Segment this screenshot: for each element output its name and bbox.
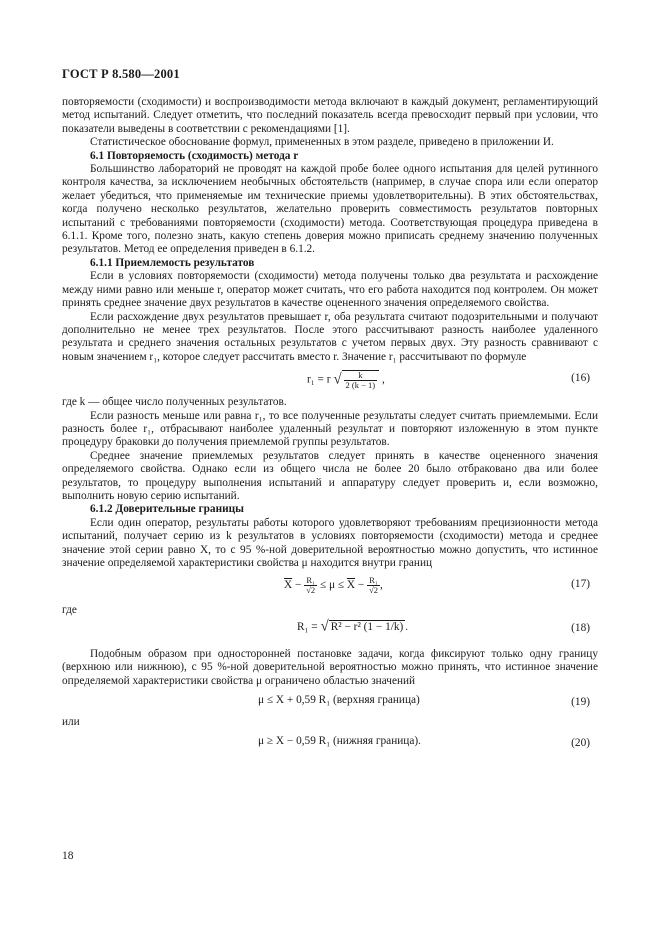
equation-number: (18) — [571, 621, 590, 634]
equation-number: (17) — [571, 578, 590, 591]
paragraph: Если один оператор, результаты работы которого удовлетворяют требованиям прецизионности метода испытаний, получает серию из k результатов в условиях повторяемости (сходимости) метода и среднее значение этой серии равно X, то с 95 %-ной доверительной вероятностью можно допустить, что истинное значение определяемой характеристики свойства μ находится внутри границ — [62, 516, 598, 569]
eq18-tail: . — [405, 620, 409, 633]
equation-number: (19) — [571, 696, 590, 709]
page-body — [62, 96, 598, 757]
eq16-tail: , — [381, 373, 385, 386]
equation-number: (16) — [571, 372, 590, 385]
eq17-denominator: √2 — [306, 585, 316, 596]
eq20-body: μ ≥ X − 0,59 R₁ (нижняя граница). — [258, 735, 421, 748]
eq16-numerator: k — [344, 371, 378, 381]
eq17-xbar-2: $\overline{X}$ — [346, 579, 356, 592]
section-heading-6-1-1: 6.1.1 Приемлемость результатов — [90, 256, 255, 269]
page-number: 18 — [62, 850, 74, 862]
paragraph: Статистическое обоснование формул, примененных в этом разделе, приведено в приложении И. — [90, 136, 554, 149]
eq17-tail: , — [380, 579, 383, 592]
equation-16 — [62, 364, 598, 396]
eq17-sign: − — [357, 579, 365, 592]
paragraph: Большинство лабораторий не проводят на каждой пробе более одного испытания для целей рутинного контроля качества, за исключением необычных обстоятельств (например, в случае спора или если оператор желает убедиться, что применяемые им технические приемы удовлетворительны). В этих обстоятельствах, когда получено несколько результатов, желательно проверить совместимость результатов повторных испытаний с требованиями повторяемости (сходимости) метода. Соответствующая процедура приведена в 6.1.1. Кроме того, полезно знать, какую степень доверия можно приписать среднему значению полученных результатов. Метод ее определения приведен в 6.1.2. — [62, 163, 598, 256]
document-header: ГОСТ Р 8.580—2001 — [62, 67, 180, 81]
sqrt-icon: √ — [320, 618, 329, 635]
eq16-denominator: 2 (k − 1) — [345, 380, 376, 391]
sqrt-icon: √ — [333, 371, 342, 388]
paragraph: или — [62, 716, 80, 729]
eq18-lhs: R₁ = — [297, 620, 318, 633]
paragraph: Если в условиях повторяемости (сходимости) метода получены только два результата и расхождение между ними равно или меньше r, оператор может считать, что его работа находится под контролем. Он может принять среднее значение двух результатов в качестве оцененного значения определяемого свойства. — [62, 270, 598, 310]
eq16-fraction — [344, 371, 378, 390]
paragraph: где — [62, 604, 77, 617]
equation-17 — [62, 570, 598, 604]
equation-number: (20) — [571, 737, 590, 750]
eq16-radicand — [342, 370, 380, 390]
paragraph: повторяемости (сходимости) и воспроизводимости метода включают в каждый документ, регламентирующий метод испытаний. Следует отметить, что последний показатель всегда превосходит первый при условии, что показатели выведены в соответствии с рекомендациями [1]. — [62, 96, 598, 135]
eq18-radicand: R² − r² (1 − 1/k) — [330, 620, 404, 633]
paragraph: где k — общее число полученных результатов. — [62, 396, 287, 409]
eq17-numerator: R₁ — [304, 576, 317, 586]
paragraph: Если расхождение двух результатов превышает r, оба результата считают подозрительными и получают дополнительно не менее трех результатов. После этого рассчитывают разность наиболее удаленного результата и среднего значения остальных результатов с учетом первых двух. Эту разность сравнивают с новым значением r₁, которое следует рассчитать вместо r. Значение r₁ рассчитывают по формуле — [62, 310, 598, 363]
equation-18 — [62, 618, 598, 648]
equation-19 — [62, 688, 598, 716]
eq17-numerator-2: R₁ — [367, 576, 380, 586]
section-heading-6-1-2: 6.1.2 Доверительные границы — [90, 503, 244, 516]
eq17-fraction-2 — [367, 576, 380, 595]
eq16-lhs: r₁ = r — [307, 373, 331, 386]
section-heading-6-1: 6.1 Повторяемость (сходимость) метода r — [90, 149, 299, 162]
eq17-inequality: ≤ μ ≤ — [319, 579, 345, 592]
paragraph: Среднее значение приемлемых результатов следует принять в качестве оцененного значения определяемого свойства. Однако если из общего числа не более 20 было отбраковано два или более результатов, то процедуру выполнения испытаний и аппаратуру следует проверить и, если возможно, выполнить новую серию испытаний. — [62, 449, 598, 502]
eq17-minus: − — [295, 579, 302, 592]
paragraph: Если разность меньше или равна r₁, то все полученные результаты следует считать приемлемыми. Если разность более r₁, отбрасывают наиболее удаленный результат и повторяют изложенную в этом пункте процедуру браковки до получения приемлемой группы результатов. — [62, 409, 598, 449]
eq17-fraction — [304, 576, 317, 595]
eq19-body: μ ≤ X + 0,59 R₁ (верхняя граница) — [258, 694, 420, 707]
paragraph: Подобным образом при односторонней постановке задачи, когда фиксируют только одну границу (верхнюю или нижнюю), с 95 %-ной доверительной вероятностью можно принять, что истинное значение определяемой характеристики свойства μ ограничено областью значений — [62, 647, 598, 687]
equation-20 — [62, 729, 598, 757]
eq17-xbar: $\overline{X}$ — [284, 579, 293, 592]
eq17-denominator-2: √2 — [369, 585, 379, 596]
